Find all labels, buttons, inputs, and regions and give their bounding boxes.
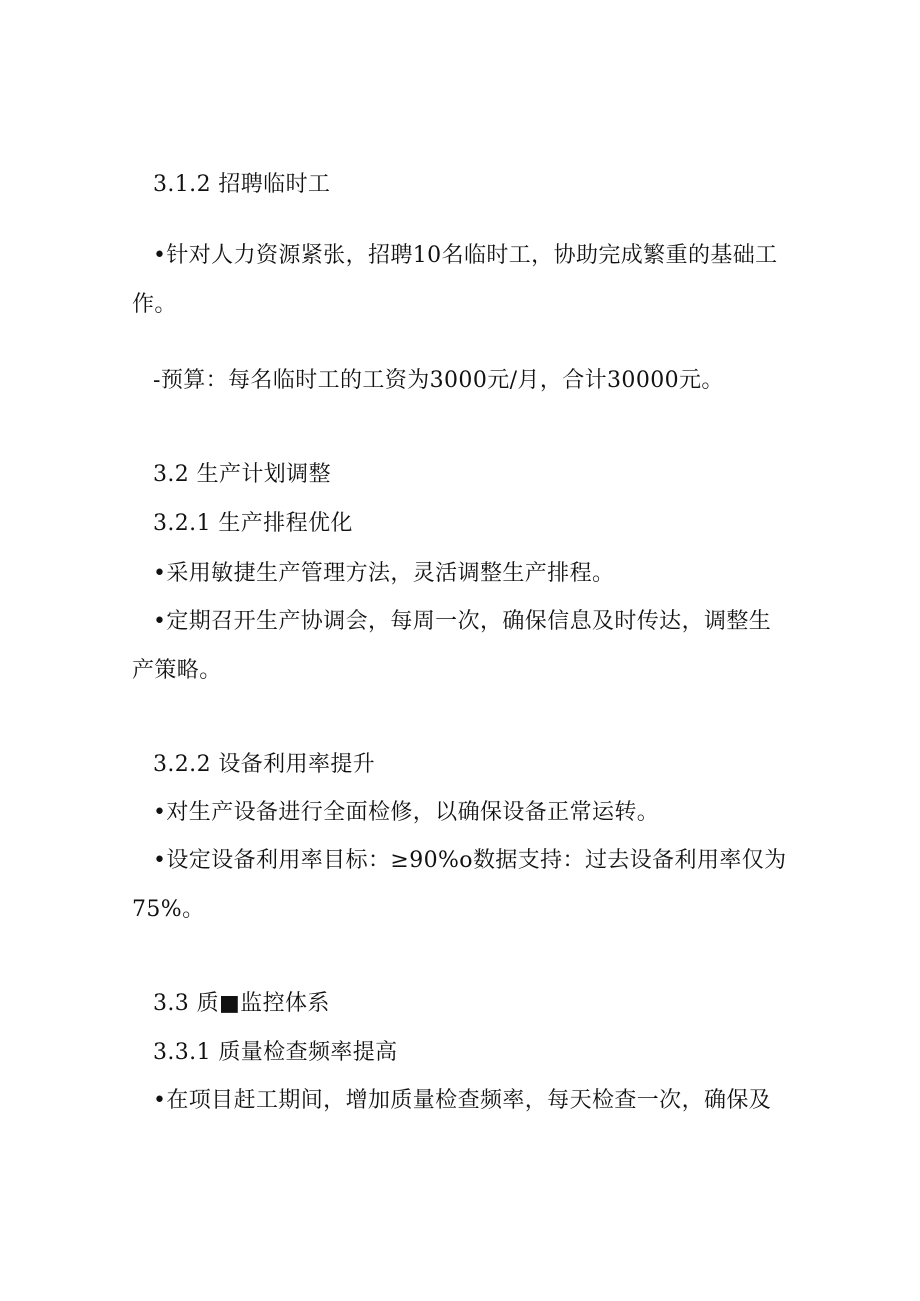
- section-heading-3-2-1: 3.2.1 生产排程优化: [153, 511, 353, 536]
- paragraph-quality: •在项目赶工期间，增加质量检查频率，每天检查一次，确保及: [153, 1088, 772, 1113]
- section-heading-3-3-1: 3.3.1 质量检查频率提高: [153, 1040, 398, 1065]
- section-heading-3-2: 3.2 生产计划调整: [153, 462, 331, 487]
- paragraph-temp-workers-continued: 作。: [132, 292, 177, 317]
- paragraph-maintenance: •对生产设备进行全面检修，以确保设备正常运转。: [153, 800, 660, 825]
- section-heading-3-3: 3.3 质■监控体系: [153, 991, 330, 1016]
- paragraph-utilization: •设定设备利用率目标：≥90%o数据支持：过去设备利用率仅为: [153, 848, 787, 873]
- paragraph-budget: -预算：每名临时工的工资为3000元/月，合计30000元。: [153, 368, 724, 393]
- section-heading-3-1-2: 3.1.2 招聘临时工: [153, 172, 331, 197]
- paragraph-utilization-continued: 75%。: [132, 897, 205, 922]
- section-heading-3-2-2: 3.2.2 设备利用率提升: [153, 752, 376, 777]
- paragraph-temp-workers: •针对人力资源紧张，招聘10名临时工，协助完成繁重的基础工: [153, 243, 778, 268]
- paragraph-meeting: •定期召开生产协调会，每周一次，确保信息及时传达，调整生: [153, 609, 772, 634]
- paragraph-agile: •采用敏捷生产管理方法，灵活调整生产排程。: [153, 561, 615, 586]
- paragraph-meeting-continued: 产策略。: [132, 658, 222, 683]
